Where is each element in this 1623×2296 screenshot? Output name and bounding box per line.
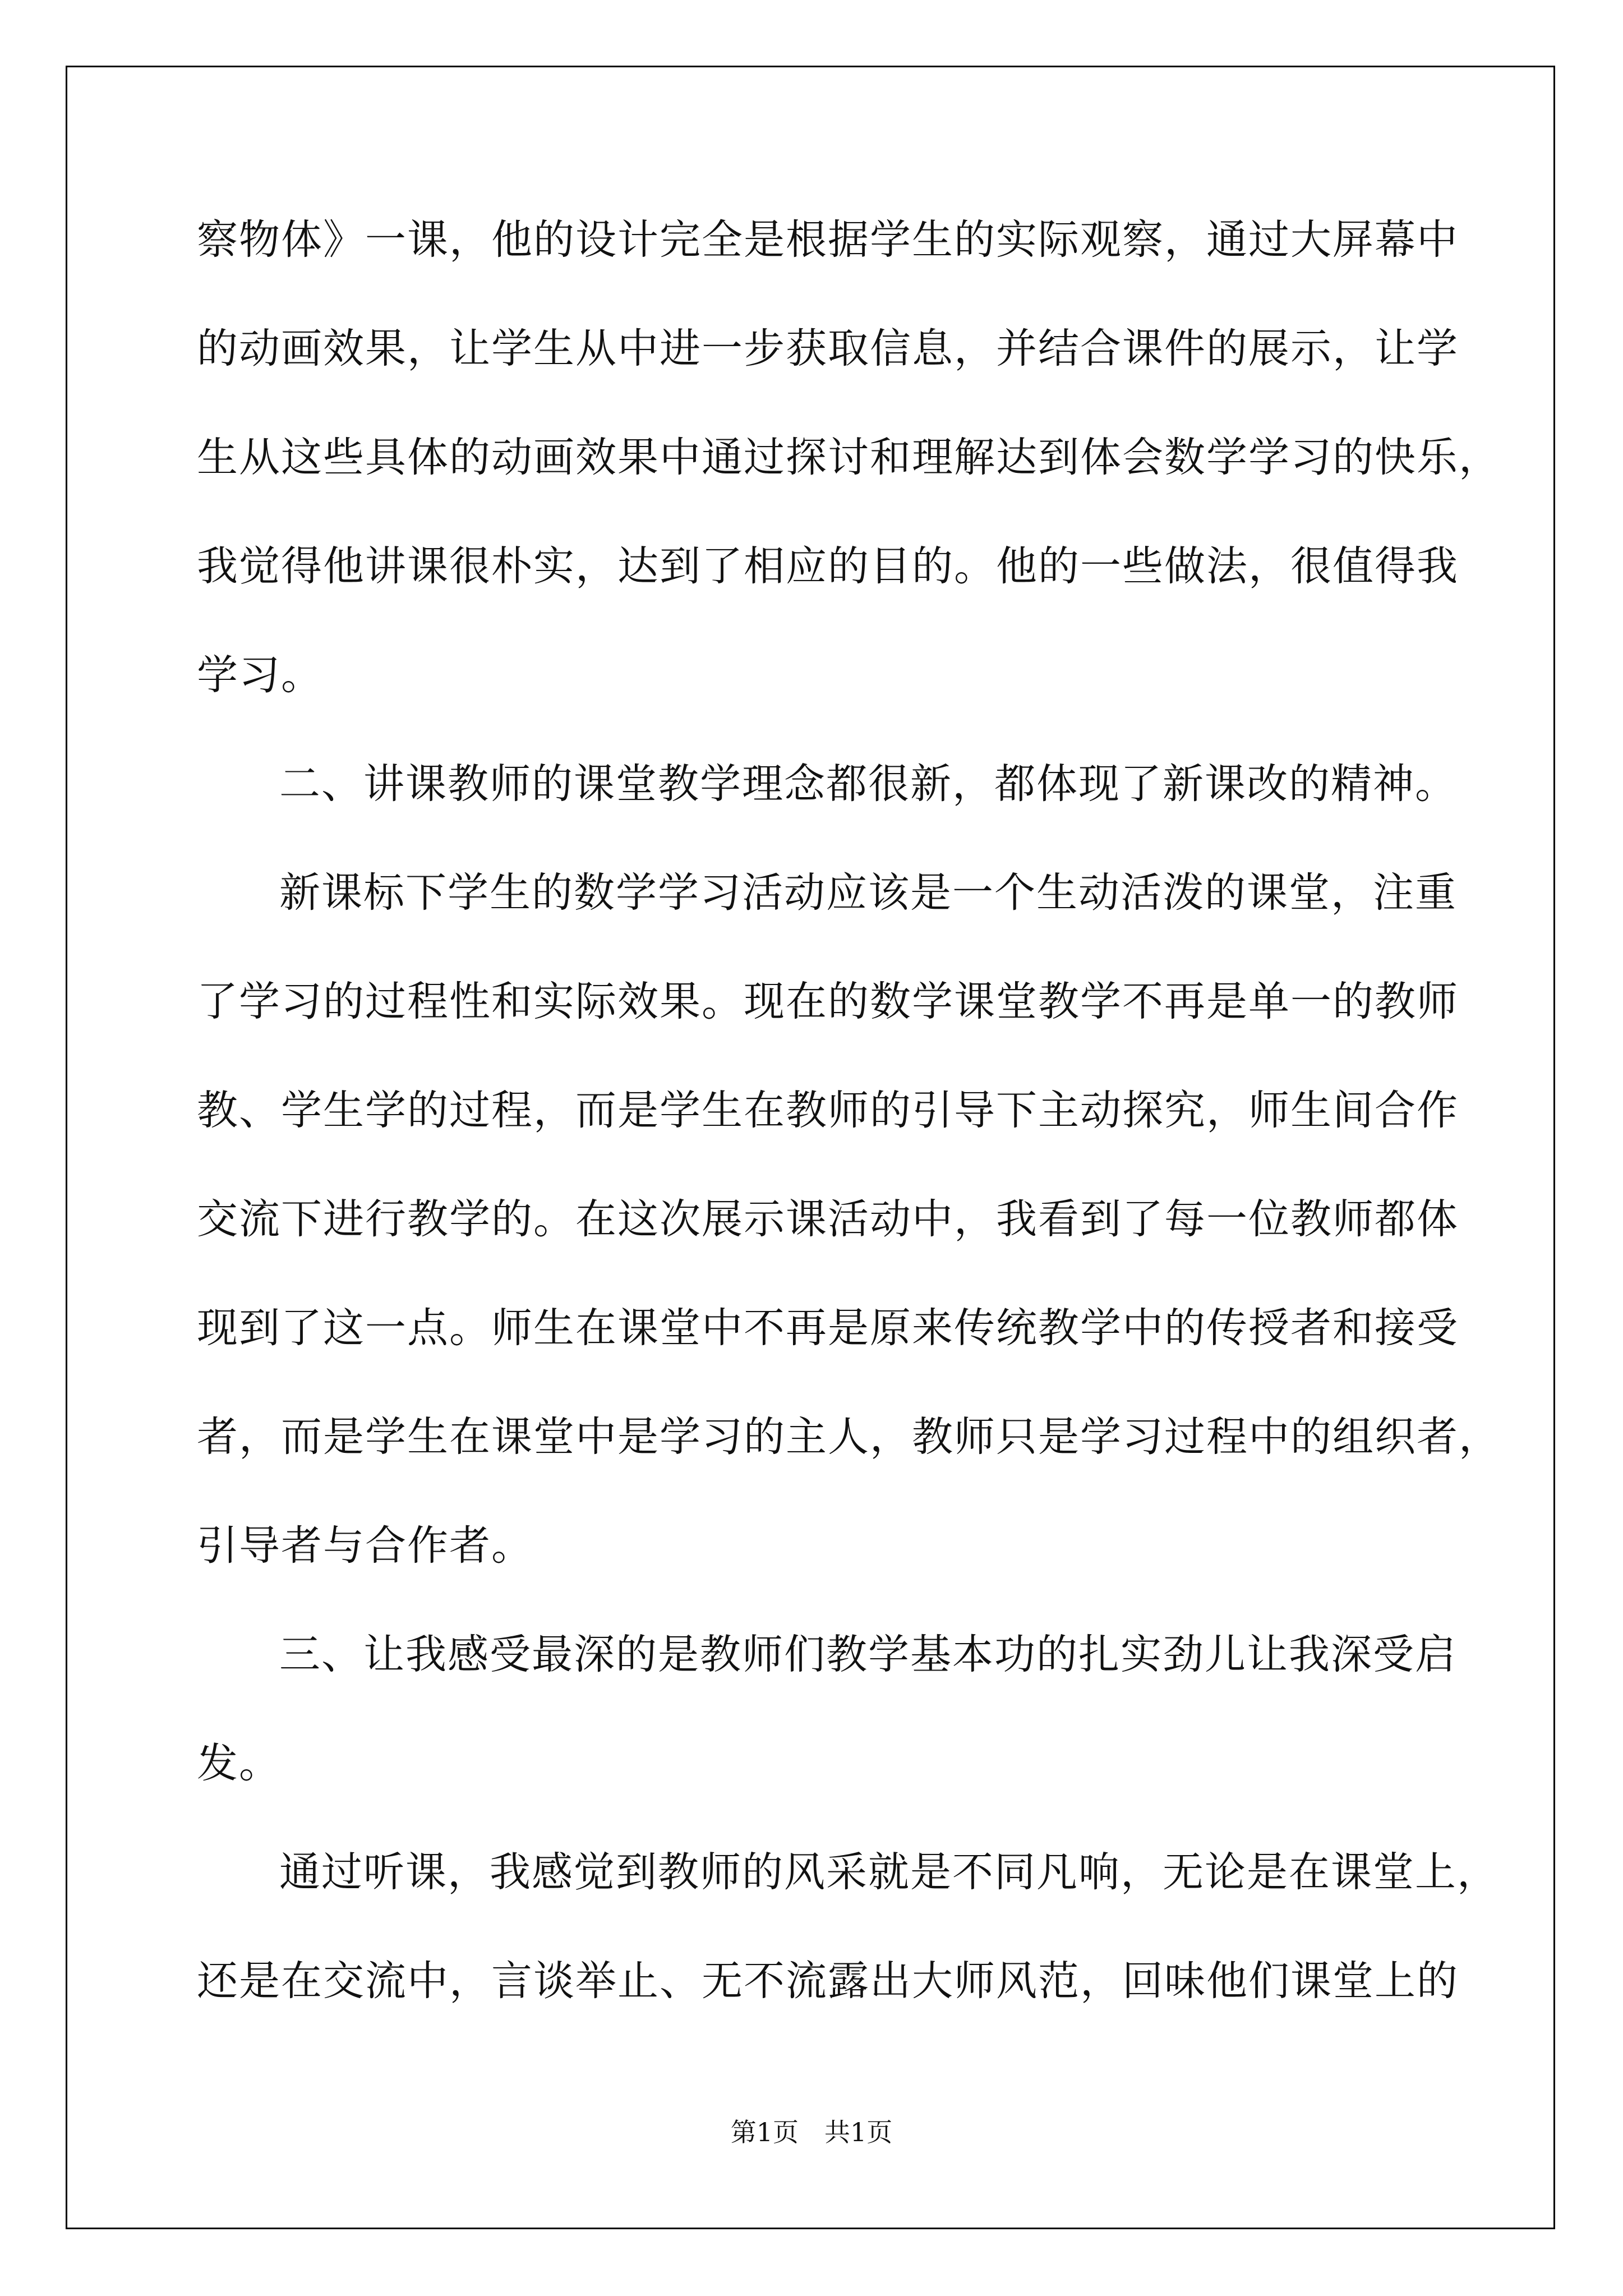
text-line: 交流下进行教学的。在这次展示课活动中，我看到了每一位教师都体 — [197, 1195, 1459, 1243]
section-heading: 三、让我感受最深的是教师们教学基本功的扎实劲儿让我深受启 — [279, 1631, 1457, 1678]
text-line: 新课标下学生的数学学习活动应该是一个生动活泼的课堂，注重 — [279, 869, 1457, 917]
text-line: 还是在交流中，言谈举止、无不流露出大师风范，回味他们课堂上的 — [197, 1957, 1459, 2005]
page-frame — [66, 66, 1555, 2229]
text-line: 我觉得他讲课很朴实，达到了相应的目的。他的一些做法，很值得我 — [197, 542, 1459, 590]
text-line: 学习。 — [197, 651, 323, 699]
text-line: 通过听课，我感觉到教师的风采就是不同凡响，无论是在课堂上， — [279, 1848, 1499, 1896]
text-line: 现到了这一点。师生在课堂中不再是原来传统教学中的传授者和接受 — [197, 1304, 1459, 1352]
text-line: 生从这些具体的动画效果中通过探讨和理解达到体会数学学习的快乐， — [197, 434, 1501, 481]
page-number-footer: 第1页 共1页 — [730, 2117, 893, 2147]
text-line: 引导者与合作者。 — [197, 1522, 533, 1570]
text-line: 的动画效果，让学生从中进一步获取信息，并结合课件的展示，让学 — [197, 325, 1459, 372]
text-line: 了学习的过程性和实际效果。现在的数学课堂教学不再是单一的教师 — [197, 978, 1459, 1025]
text-line: 者，而是学生在课堂中是学习的主人，教师只是学习过程中的组织者， — [197, 1413, 1501, 1461]
text-line: 教、学生学的过程，而是学生在教师的引导下主动探究，师生间合作 — [197, 1087, 1459, 1134]
section-heading: 二、讲课教师的课堂教学理念都很新，都体现了新课改的精神。 — [279, 760, 1457, 808]
text-line: 察物体》一课，他的设计完全是根据学生的实际观察，通过大屏幕中 — [197, 216, 1459, 264]
text-line: 发。 — [197, 1740, 281, 1787]
